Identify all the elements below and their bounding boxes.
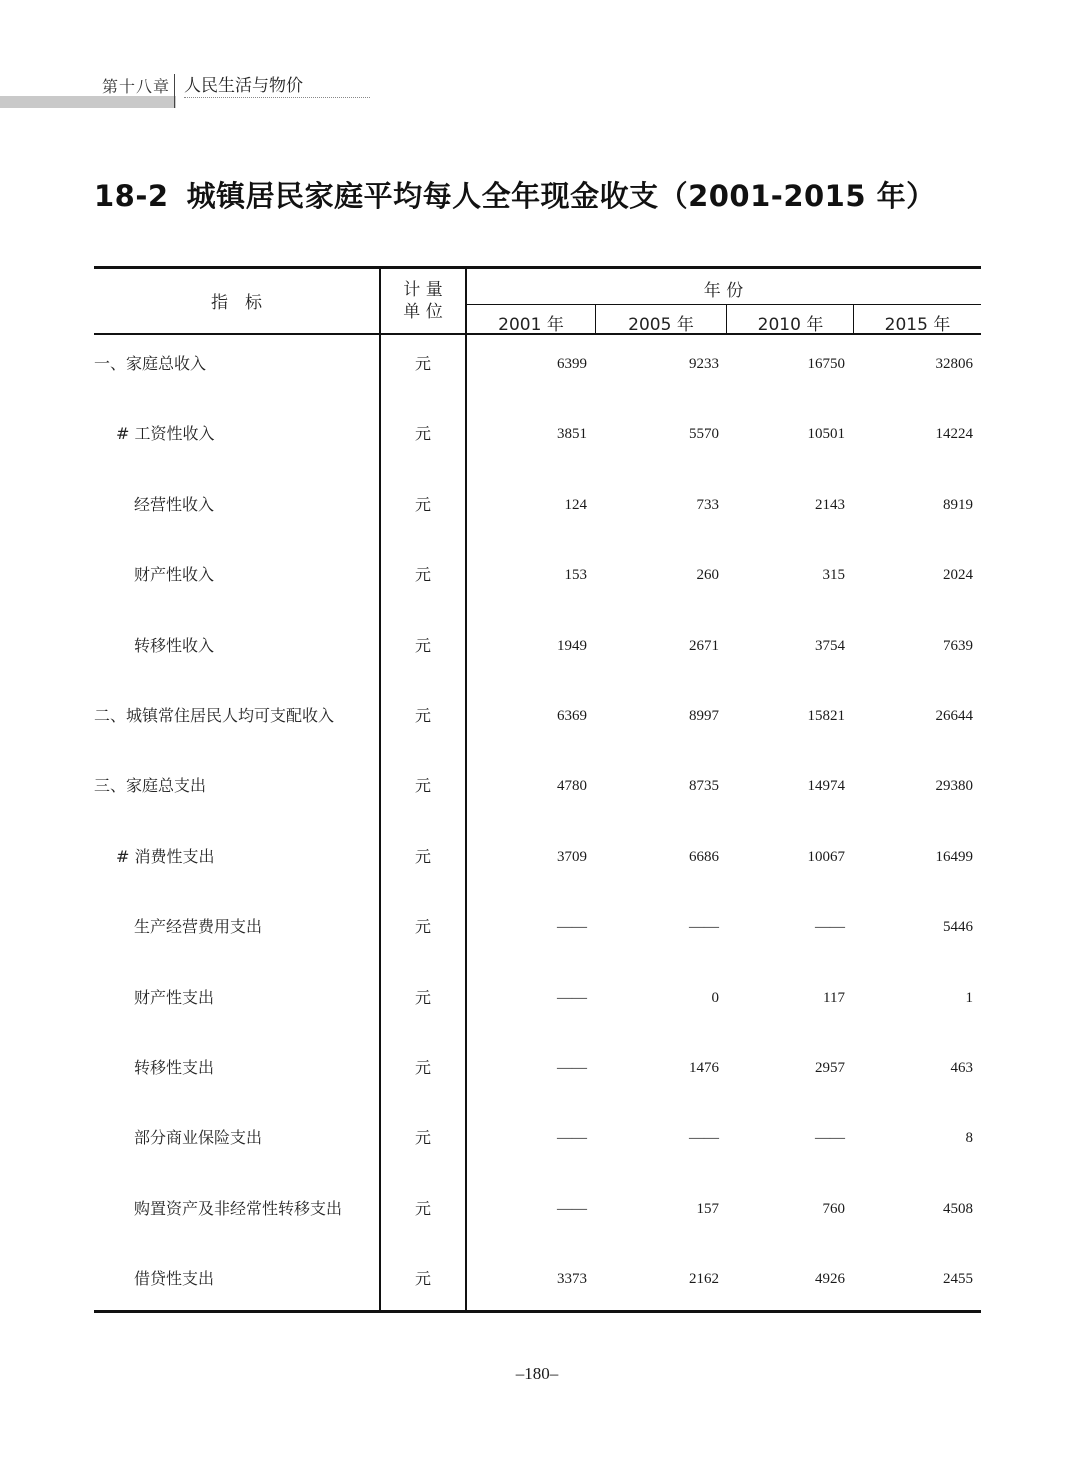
table-row [94,701,981,731]
cell-value: 315 [822,567,845,584]
year-group-rule [466,304,981,305]
cell-value: 2024 [943,567,973,584]
row-label: 一、家庭总收入 [94,354,207,373]
cell-value: 7639 [943,637,973,654]
cell-value: 16499 [935,848,973,865]
table-row [94,631,981,661]
cell-value: —— [557,989,587,1006]
header-year-2005: 2005 年 [628,315,694,335]
row-unit: 元 [414,706,431,725]
row-label: 购置资产及非经常性转移支出 [134,1198,343,1218]
row-label: # 消费性支出 [116,846,215,866]
row-unit: 元 [414,917,431,937]
cell-value: 4780 [557,778,587,795]
header-unit-line1: 计 量 [403,280,443,300]
header-divider [174,74,175,108]
table-row [94,983,981,1013]
cell-value: —— [815,1130,845,1147]
row-label: 财产性支出 [134,987,215,1007]
table-row [94,490,981,520]
cell-value: 10501 [807,426,845,443]
table-bottom-rule [94,1310,981,1313]
cell-value: 8997 [689,708,719,724]
header-dotted-rule [184,97,370,98]
row-label: 生产经营费用支出 [134,917,263,937]
table-row [94,1053,981,1083]
cell-value: 5570 [689,426,719,443]
running-header [0,70,380,110]
header-year-group: 年 份 [703,281,744,301]
cell-value: 2143 [815,496,845,513]
cell-value: 14224 [935,426,973,443]
header-indicator: 指 标 [211,293,262,313]
cell-value: —— [557,919,587,936]
chapter-label: 第十八章 [102,77,171,96]
table-row [94,1123,981,1153]
cell-value: —— [689,919,719,936]
table-title-text: 城镇居民家庭平均每人全年现金收支（2001-2015 年） [186,179,936,213]
table-row [94,842,981,872]
cell-value: 6369 [557,708,587,724]
cell-value: 0 [711,989,719,1006]
cell-value: 260 [696,567,719,584]
table-row [94,912,981,942]
row-label: 经营性收入 [134,494,215,514]
row-unit: 元 [414,354,431,373]
cell-value: 4926 [815,1271,845,1288]
cell-value: 117 [823,989,845,1006]
table-row [94,771,981,801]
cell-value: 124 [564,496,587,513]
row-unit: 元 [414,424,431,444]
header-year-2001: 2001 年 [498,315,564,335]
row-unit: 元 [414,635,431,655]
row-unit: 元 [414,1128,431,1148]
cell-value: 2455 [943,1271,973,1288]
row-unit: 元 [414,1269,431,1289]
page-number: –180– [515,1364,559,1383]
cell-value: 26644 [935,708,973,724]
table-top-rule [94,266,981,269]
cell-value: 3709 [557,848,587,865]
table-row [94,1194,981,1224]
row-label: 部分商业保险支出 [134,1128,263,1148]
header-year-2010: 2010 年 [757,315,824,335]
row-label: 财产性收入 [134,565,215,585]
cell-value: 157 [696,1200,719,1217]
cell-value: 2957 [815,1060,845,1076]
cell-value: 463 [950,1060,973,1076]
cell-value: 10067 [807,848,845,865]
cell-value: —— [557,1060,587,1076]
cell-value: 6399 [557,356,587,372]
header-unit-line2: 单 位 [403,302,443,322]
row-label: 二、城镇常住居民人均可支配收入 [94,706,335,725]
row-unit: 元 [414,846,431,866]
table-row [94,560,981,590]
cell-value: 8 [965,1130,973,1147]
cell-value: 16750 [807,356,845,372]
cell-value: 14974 [807,778,845,795]
cell-value: 733 [696,496,719,513]
cell-value: 8735 [689,778,719,795]
cell-value: —— [557,1200,587,1217]
cell-value: 5446 [943,919,973,936]
table-row [94,419,981,449]
section-title: 人民生活与物价 [184,76,303,96]
cell-value: 6686 [689,848,719,865]
table-title [94,174,936,215]
cell-value: 4508 [943,1200,973,1217]
row-label: 借贷性支出 [134,1269,215,1289]
cell-value: 1 [965,989,973,1006]
cell-value: 3754 [815,637,845,654]
row-unit: 元 [414,1058,431,1077]
cell-value: 760 [822,1200,845,1217]
data-table [94,266,981,1312]
cell-value: —— [689,1130,719,1147]
cell-value: 15821 [807,708,845,724]
row-unit: 元 [414,1198,431,1218]
row-unit: 元 [414,987,431,1007]
cell-value: 32806 [935,356,973,372]
cell-value: —— [815,919,845,936]
header-year-2015: 2015 年 [884,315,951,335]
cell-value: 3373 [557,1271,587,1288]
table-number: 18-2 [94,179,169,213]
row-unit: 元 [414,565,431,585]
row-label: 转移性收入 [134,635,215,655]
row-unit: 元 [414,494,431,514]
cell-value: 1476 [689,1060,719,1076]
cell-value: —— [557,1130,587,1147]
row-label: 三、家庭总支出 [94,776,207,796]
table-row [94,1264,981,1294]
table-row [94,349,981,379]
cell-value: 9233 [689,356,719,372]
cell-value: 3851 [557,426,587,443]
cell-value: 1949 [557,637,587,654]
cell-value: 2162 [689,1271,719,1288]
row-label: # 工资性收入 [116,424,215,444]
cell-value: 8919 [943,496,973,513]
cell-value: 29380 [935,778,973,795]
cell-value: 153 [564,567,587,584]
cell-value: 2671 [689,637,719,654]
row-label: 转移性支出 [134,1058,215,1077]
row-unit: 元 [414,776,431,796]
